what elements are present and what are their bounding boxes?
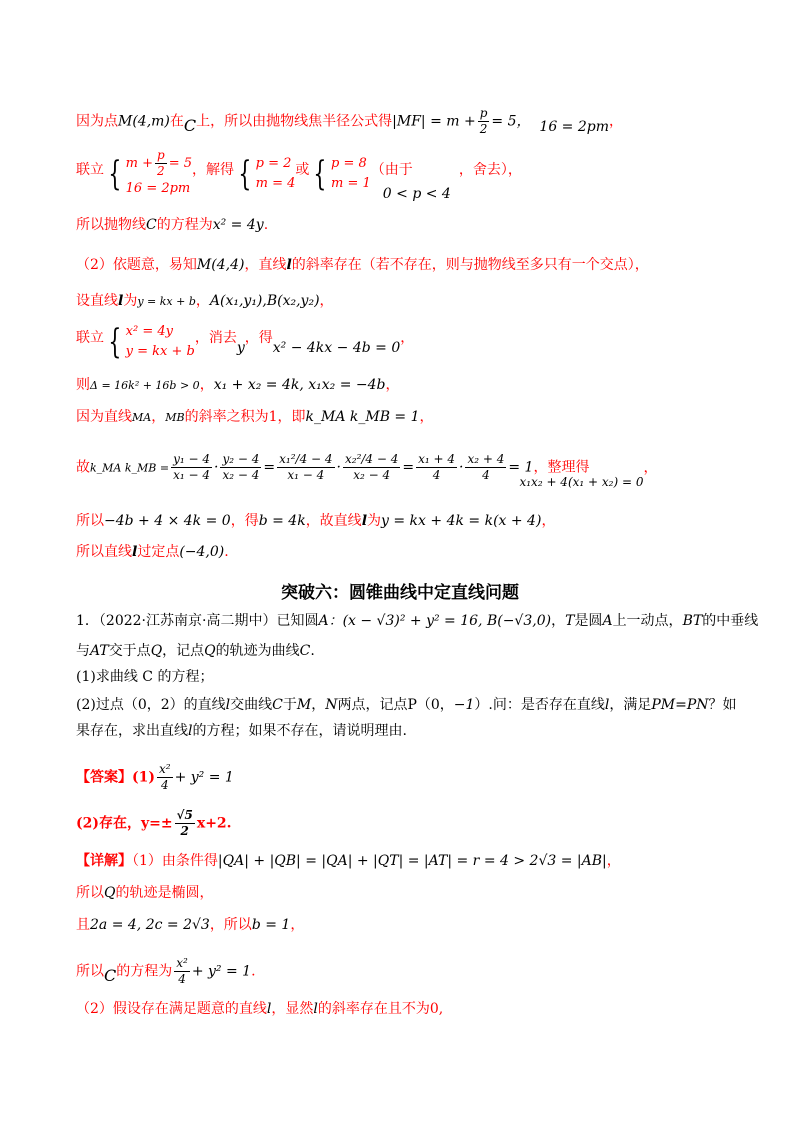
math-b-4k: b = 4k (258, 513, 306, 529)
numerator: p (157, 148, 165, 162)
fraction (416, 452, 457, 483)
detail-label: 【详解】 (76, 853, 132, 869)
text: ， (606, 853, 621, 869)
system-3 (331, 154, 371, 194)
numerator: x² (176, 956, 188, 970)
math-equals-1: = 1 (508, 459, 534, 476)
text: ，所以 (209, 917, 252, 933)
detail-line-3 (76, 916, 304, 934)
text: 联立 (76, 330, 104, 346)
text: 两点，记点 (337, 697, 408, 713)
math-points-AB: A(x₁,y₁),B(x₂,y₂) (209, 293, 320, 309)
system-row: p = 2 (255, 155, 292, 171)
text: 是圆 (574, 613, 603, 629)
math: C (104, 965, 117, 985)
answer-line-2 (76, 808, 232, 839)
text: y=± (141, 815, 173, 832)
fraction (343, 452, 400, 483)
math: + y² = 1 (174, 769, 234, 786)
text: ， (643, 459, 658, 476)
text: x+2. (196, 815, 232, 832)
brace-icon: { (313, 153, 327, 194)
detail-line-5 (76, 1000, 443, 1018)
math-fixed-point: (−4,0) (179, 544, 225, 560)
text: （2022·江苏南京·高二期中）已知圆 (98, 613, 319, 629)
text: ， (319, 293, 334, 309)
brace-icon: { (108, 153, 122, 194)
text: ， (151, 409, 166, 425)
text: 上一动点， (612, 613, 683, 629)
math: M (296, 697, 312, 713)
math: Q (104, 885, 116, 901)
solution-line-3 (76, 216, 268, 234)
math-C: C (146, 217, 157, 233)
solution-line-11 (76, 543, 229, 561)
math-point-M: M(4,m) (118, 113, 170, 130)
solution-line-9: 故k_MA k_MB = $\frac{\text{y₁ − 4}}{\text{x₁ − 4}}$ · $\frac{\text{y₂ − 4}}{\text{x₂ − 4}}$ = $\frac{\text{x₁²/4 − 4}}{\text{x₁ − 4}}$ · $\frac{\text{x₂²/4 − 4}}{\text{x₂ − 4}}$ = $\frac{\text{x₁ + 4}}{4}$ · $\frac{\text{x₂ + 4}}{4}$ = 1，整理得x₁x₂ + 4(x₁ + x₂) = 0， (76, 452, 658, 489)
math: C (272, 697, 283, 713)
text: 所以直线 (76, 544, 132, 560)
text: （1）由条件得 (132, 853, 218, 869)
math: b = 1 (251, 917, 291, 933)
text: . (224, 544, 229, 560)
text: ， (195, 293, 210, 309)
solution-line-4 (76, 256, 649, 274)
math: BT (682, 613, 703, 629)
text: (2)过点（0，2）的直线 (76, 697, 226, 713)
math-y: y (236, 340, 245, 356)
fraction-p-over-2 (478, 106, 490, 137)
text: 果存在，求出直线 (76, 723, 188, 739)
text: 且 (76, 917, 90, 933)
fraction (157, 762, 173, 793)
row-text: = 5 (168, 156, 192, 171)
numerator: x² (159, 762, 171, 776)
problem-line-4 (76, 696, 737, 714)
text: 的斜率存在且不为0, (317, 1001, 444, 1017)
text: ， (400, 330, 415, 346)
text: ）.问：是否存在直线 (474, 697, 605, 713)
detail-line-4 (76, 956, 256, 987)
text: （2）依题意，易知 (76, 257, 197, 273)
denominator: x₁ − 4 (173, 468, 211, 482)
numerator: y₁ − 4 (173, 452, 211, 466)
text: ， (385, 377, 400, 393)
text: 则 (76, 377, 90, 393)
text: 设直线 (76, 293, 118, 309)
solution-line-6 (76, 322, 414, 362)
text: ，整理得 (533, 459, 590, 476)
denominator: 4 (160, 778, 169, 792)
answer-line-1 (76, 762, 234, 793)
text: 与 (76, 643, 90, 659)
math-vieta: x₁ + x₂ = 4k, x₁x₂ = −4b (213, 377, 386, 393)
text: 过定点 (137, 544, 180, 560)
problem-part-1: (1)求曲线 C 的方程； (76, 669, 214, 685)
math: l (266, 1001, 272, 1017)
text: . (251, 963, 256, 980)
text: ，记点 (162, 643, 205, 659)
denominator: x₂ − 4 (353, 468, 391, 482)
answer-label: 【答案】 (76, 769, 132, 786)
text: ， (199, 377, 214, 393)
text: 所以 (76, 885, 104, 901)
text: 交曲线 (230, 697, 273, 713)
system-row: p = 8 (331, 155, 367, 171)
math-line-final: y = kx + 4k = k(x + 4) (381, 513, 542, 529)
text: 故 (76, 459, 90, 476)
fraction (155, 148, 167, 179)
text: （由于 (370, 161, 413, 178)
brace-icon: { (108, 322, 122, 362)
text: 在 (169, 113, 184, 130)
problem-line-1 (76, 612, 758, 630)
solution-line-7 (76, 376, 400, 395)
math-discriminant: Δ = 16k² + 16b > 0 (90, 379, 200, 392)
text: 的中垂线 (702, 613, 759, 629)
text: 因为点 (76, 113, 118, 130)
text: 所以 (76, 513, 104, 529)
brace-icon: { (238, 153, 252, 194)
denominator: x₂ − 4 (222, 468, 260, 482)
math-point-M44: M(4,4) (196, 257, 245, 273)
numerator: x₁²/4 − 4 (279, 452, 333, 466)
math: l (188, 723, 193, 739)
math: 2a = 4, 2c = 2√3 (90, 917, 210, 933)
math-quadratic: x² − 4kx − 4b = 0 (272, 340, 401, 356)
denominator: 4 (482, 468, 490, 482)
text: ， (311, 697, 326, 713)
math: A (602, 613, 613, 629)
math-kMA-kMB: k_MA k_MB = (90, 461, 170, 475)
math-condition: 0 < p < 4 (382, 185, 451, 202)
math-eq: −4b + 4 × 4k = 0 (104, 513, 231, 529)
math-parabola: x² = 4y (212, 217, 264, 233)
math: l (313, 1001, 318, 1017)
math: T (565, 613, 575, 629)
math: AT (90, 643, 109, 659)
math-l: l (118, 293, 124, 309)
text: ， (419, 409, 434, 425)
text: 的方程为 (116, 963, 173, 980)
math-slope-product: k_MA k_MB = 1 (305, 409, 420, 425)
text: ，解得 (191, 161, 234, 178)
problem-line-5 (76, 722, 407, 740)
fraction (174, 956, 190, 987)
text: 的轨迹是椭圆， (115, 885, 214, 901)
text: . (310, 643, 315, 659)
text: ，得 (244, 330, 273, 346)
math-equals-5: = 5， (491, 113, 531, 130)
math-l: l (286, 257, 292, 273)
text: ，消去 (194, 330, 237, 346)
denominator: 2 (180, 824, 189, 838)
denominator: 2 (479, 122, 488, 136)
text: 的方程为 (156, 217, 213, 233)
system-1 (126, 148, 192, 199)
text: ，舍去）， (458, 161, 522, 178)
fraction (171, 452, 212, 483)
system-row: 16 = 2pm (125, 181, 191, 196)
math: l (225, 697, 231, 713)
math-MA: MA (132, 411, 152, 424)
numerator: x₂²/4 − 4 (344, 452, 399, 466)
math: −1 (453, 697, 475, 713)
denominator: 4 (178, 972, 186, 986)
math-16-2pm: 16 = 2pm (539, 118, 610, 135)
math-focal-radius: |MF| = m + (392, 113, 476, 130)
row-text: m + (125, 156, 153, 171)
numerator: x₁ + 4 (418, 452, 456, 466)
math: Q (150, 643, 163, 659)
math: |QA| + |QB| = |QA| + |QT| = |AT| = r = 4 > 2√3 = |AB| (217, 853, 607, 869)
text: 的方程；如果不存在，请说明理由. (192, 723, 407, 739)
math-l: l (132, 544, 138, 560)
text: (1) (132, 769, 155, 786)
math-l: l (361, 513, 368, 529)
text: 的斜率存在（若不存在，则与抛物线至多只有一个交点）， (291, 257, 649, 273)
fraction (175, 808, 195, 839)
numerator: y₂ − 4 (222, 452, 260, 466)
text: 的轨迹为曲线 (215, 643, 300, 659)
section-heading: 突破六：圆锥曲线中定直线问题 (281, 583, 519, 603)
solution-line-2 (76, 148, 544, 202)
problem-line-2 (76, 642, 315, 660)
text: ， (290, 917, 305, 933)
math: C (299, 643, 311, 659)
system-row: x² = 4y (125, 324, 173, 339)
system-row (126, 148, 192, 179)
text: 或 (295, 161, 310, 178)
math-simplified: x₁x₂ + 4(x₁ + x₂) = 0 (519, 474, 644, 489)
solution-line-5 (76, 292, 334, 311)
fraction (465, 452, 506, 483)
text: 为 (123, 293, 138, 309)
system-row: m = 1 (331, 175, 371, 191)
system-row: m = 4 (255, 175, 296, 191)
text: ？如 (708, 697, 737, 713)
fraction (220, 452, 261, 483)
text: ，得 (230, 513, 259, 529)
text: （2）假设存在满足题意的直线 (76, 1001, 267, 1017)
problem-number: 1． (76, 613, 99, 629)
solution-line-10 (76, 512, 555, 530)
math-MB: MB (165, 411, 185, 424)
text: 于 (282, 697, 297, 713)
denominator: x₁ − 4 (287, 468, 325, 482)
text: . (263, 217, 269, 233)
numerator: x₂ + 4 (467, 452, 505, 466)
solution-line-1 (76, 106, 623, 137)
system-2 (256, 154, 296, 194)
text: 所以抛物线 (76, 217, 146, 233)
text: ， (541, 513, 556, 529)
math: N (325, 697, 338, 713)
text: ， (609, 113, 624, 130)
solution-line-8 (76, 408, 434, 427)
detail-line-2 (76, 884, 213, 902)
text: 因为直线 (76, 409, 132, 425)
denominator: 4 (432, 468, 441, 482)
text: 交于点 (108, 643, 151, 659)
text: 的斜率之积为1，即 (184, 409, 306, 425)
math: l (604, 697, 610, 713)
numerator: p (479, 106, 488, 120)
text: 上，所以由抛物线焦半径公式得 (196, 113, 393, 130)
detail-line-1 (76, 852, 621, 870)
text: (2)存在， (76, 815, 141, 832)
system-row: y = kx + b (125, 344, 195, 359)
text: ，故直线 (305, 513, 362, 529)
math: + y² = 1 (191, 963, 252, 980)
text: ， (551, 613, 566, 629)
system-4 (126, 322, 195, 362)
text: ，直线 (244, 257, 287, 273)
text: ，满足 (609, 697, 652, 713)
text: 联立 (76, 161, 104, 178)
math-line-eq: y = kx + b (137, 295, 196, 308)
text: 所以 (76, 963, 104, 980)
text: P（0， (407, 697, 454, 713)
numerator: √5 (176, 808, 193, 822)
denominator: 2 (157, 164, 165, 178)
math-C: C (183, 115, 197, 135)
text: ，显然 (271, 1001, 314, 1017)
math: Q (204, 643, 216, 659)
fraction (277, 452, 334, 483)
math-circle: A：(x − √3)² + y² = 16, B(−√3,0) (318, 613, 552, 629)
math: PM=PN (651, 697, 709, 713)
text: 为 (367, 513, 382, 529)
